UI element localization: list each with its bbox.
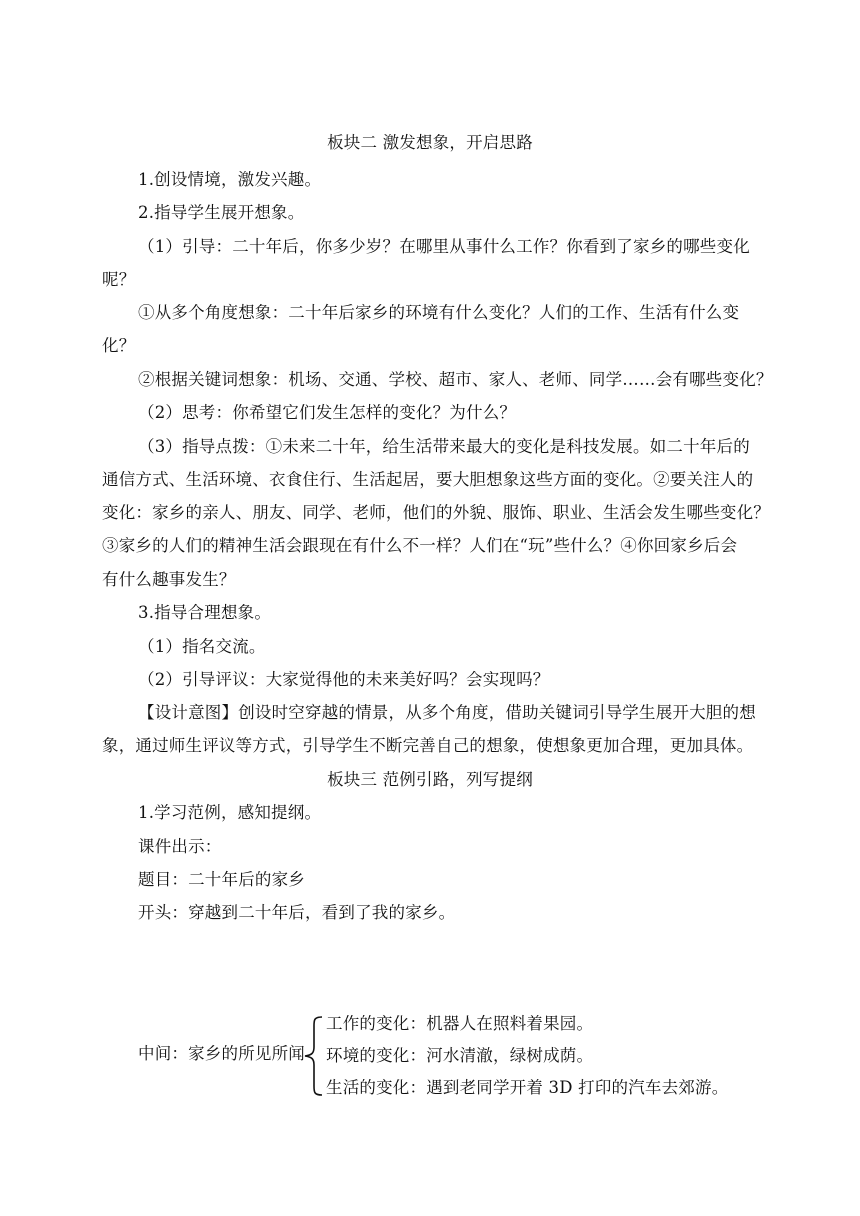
paragraph-line: （2）思考：你希望它们发生怎样的变化？为什么？ [138, 403, 517, 422]
paragraph-line: 通信方式、生活环境、衣食住行、生活起居，要大胆想象这些方面的变化。②要关注人的 [102, 470, 754, 489]
paragraph-line: 1.创设情境，激发兴趣。 [138, 170, 322, 189]
paragraph-line: 3.指导合理想象。 [138, 603, 272, 622]
section3-title: 板块三 范例引路，列写提纲 [327, 770, 533, 789]
design-intent-line: 象，通过师生评议等方式，引导学生不断完善自己的想象，使想象更加合理，更加具体。 [102, 736, 754, 755]
paragraph-line: 课件出示： [138, 837, 222, 856]
outline-item: 环境的变化：河水清澈，绿树成荫。 [326, 1046, 594, 1065]
outline-item: 工作的变化：机器人在照料着果园。 [326, 1014, 594, 1033]
paragraph-line: 开头：穿越到二十年后，看到了我的家乡。 [138, 903, 456, 922]
paragraph-line: 化？ [102, 336, 136, 355]
paragraph-line: ②根据关键词想象：机场、交通、学校、超市、家人、老师、同学……会有哪些变化？ [138, 370, 773, 389]
outline-label: 中间：家乡的所见所闻 [138, 1044, 305, 1063]
paragraph-line: 2.指导学生展开想象。 [138, 203, 305, 222]
outline-item: 生活的变化：遇到老同学开着 3D 打印的汽车去郊游。 [326, 1078, 729, 1097]
paragraph-line: 题目：二十年后的家乡 [138, 870, 305, 889]
paragraph-line: 变化：家乡的亲人、朋友、同学、老师，他们的外貌、服饰、职业、生活会发生哪些变化？ [102, 503, 770, 522]
curly-brace-icon [296, 1014, 326, 1098]
paragraph-line: ①从多个角度想象：二十年后家乡的环境有什么变化？人们的工作、生活有什么变 [138, 303, 740, 322]
paragraph-line: 呢？ [102, 270, 136, 289]
paragraph-line: （1）引导：二十年后，你多少岁？在哪里从事什么工作？你看到了家乡的哪些变化 [138, 237, 750, 256]
paragraph-line: ③家乡的人们的精神生活会跟现在有什么不一样？人们在“玩”些什么？④你回家乡后会 [102, 536, 738, 555]
section2-title: 板块二 激发想象，开启思路 [327, 133, 533, 152]
paragraph-line: 1.学习范例，感知提纲。 [138, 803, 322, 822]
design-intent-line: 【设计意图】创设时空穿越的情景，从多个角度，借助关键词引导学生展开大胆的想 [138, 703, 756, 722]
paragraph-line: 有什么趣事发生？ [102, 570, 236, 589]
paragraph-line: （1）指名交流。 [138, 637, 266, 656]
paragraph-line: （3）指导点拨：①未来二十年，给生活带来最大的变化是科技发展。如二十年后的 [138, 437, 750, 456]
paragraph-line: （2）引导评议：大家觉得他的未来美好吗？会实现吗？ [138, 670, 550, 689]
